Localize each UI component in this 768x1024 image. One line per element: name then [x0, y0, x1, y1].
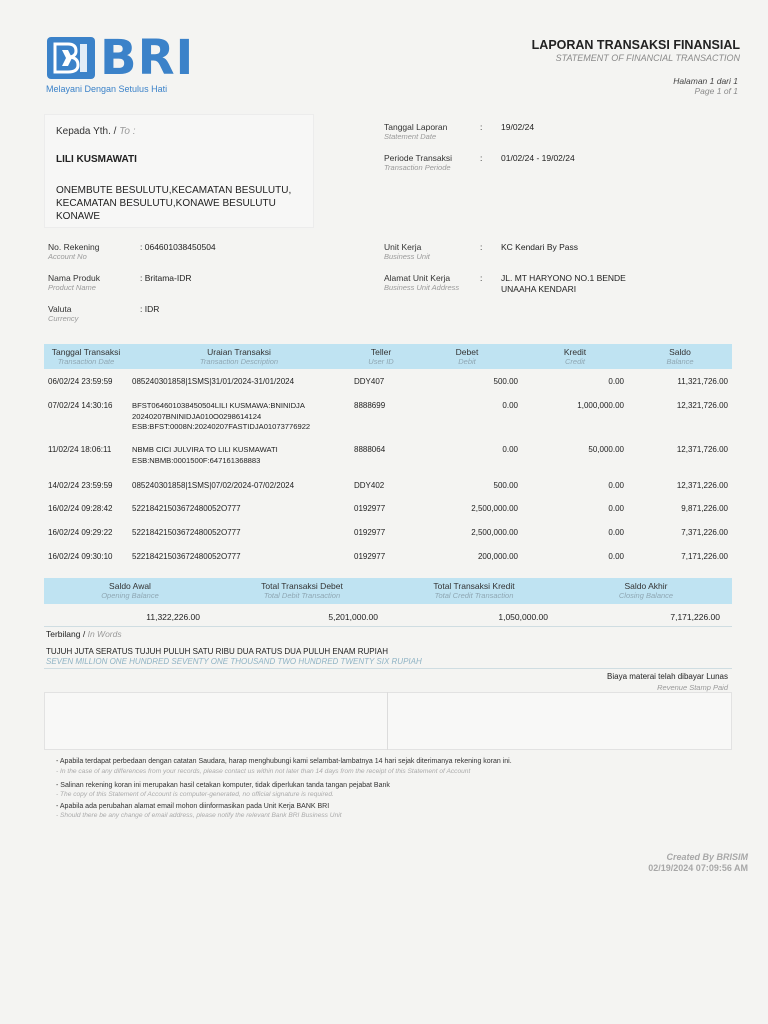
- table-row: [44, 369, 732, 395]
- cell-description: NBMB CICI JULVIRA TO LILI KUSMAWATI ESB:NBMB:0001500F:647161368883: [132, 445, 278, 465]
- table-row: [44, 473, 732, 497]
- unit-address-label: [384, 273, 459, 292]
- col-header-credit: [522, 344, 628, 369]
- unit-label: [384, 242, 430, 261]
- cell-description: 52218421503672480052O777: [132, 504, 241, 513]
- cell-balance: 9,871,226.00: [681, 504, 728, 513]
- cell-credit: 1,000,000.00: [577, 401, 624, 410]
- header-en: Debit: [458, 357, 476, 366]
- table-row: [44, 439, 732, 473]
- cell-credit: 50,000.00: [588, 445, 624, 454]
- note-2-en: - The copy of this Statement of Account is computer-generated, no official signature is required.: [56, 791, 334, 798]
- table-header-row: [44, 344, 732, 369]
- label-id: Total Transaksi Debet: [261, 581, 343, 591]
- note-2: - Salinan rekening koran ini merupakan hasil cetakan komputer, tidak diperlukan tanda tangan pejabat Bank: [56, 782, 390, 789]
- header-id: Kredit: [563, 347, 587, 357]
- statement-date-label-en: Statement Date: [384, 132, 437, 141]
- statement-date-label: [384, 122, 447, 141]
- unit-address-label-id: Alamat Unit Kerja: [384, 273, 451, 283]
- recipient-name: LILI KUSMAWATI: [56, 154, 137, 165]
- cell-teller: DDY407: [354, 377, 385, 386]
- note-1: - Apabila terdapat perbedaan dengan catatan Saudara, harap menghubungi kami selambat-lambatnya 14 hari sejak diterimanya rekening koran ini.: [56, 758, 512, 765]
- in-words-label: [46, 629, 122, 639]
- created-by: Created By BRISIM: [666, 852, 748, 862]
- cell-debit: 500.00: [493, 481, 518, 490]
- table-row: [44, 545, 732, 569]
- label-en: Total Credit Transaction: [434, 591, 514, 600]
- colon: :: [480, 273, 483, 283]
- product-label: [48, 273, 100, 292]
- period-label: [384, 153, 452, 172]
- signature-box: [44, 692, 732, 750]
- cell-credit: 0.00: [608, 504, 624, 513]
- product-value: Britama-IDR: [144, 273, 192, 283]
- col-header-balance: [628, 344, 732, 369]
- divider: [44, 668, 732, 669]
- label-id: Saldo Akhir: [624, 581, 668, 591]
- bri-logo-icon: [46, 36, 96, 80]
- period-value: 01/02/24 - 19/02/24: [501, 153, 575, 163]
- cell-credit: 0.00: [608, 528, 624, 537]
- divider: [44, 626, 732, 627]
- cell-credit: 0.00: [608, 552, 624, 561]
- cell-debit: 0.00: [502, 445, 518, 454]
- note-1-en: - In the case of any differences from your records, please contact us within not later than 14 days from the receipt of this Statement of Account: [56, 768, 471, 775]
- currency-label: [48, 304, 78, 323]
- header-en: Balance: [666, 357, 694, 366]
- table-row: [44, 521, 732, 545]
- to-label: [56, 126, 136, 137]
- cell-credit: 0.00: [608, 377, 624, 386]
- signature-box-divider: [387, 692, 388, 750]
- col-header-description: [128, 344, 350, 369]
- opening-balance: 11,322,226.00: [146, 612, 200, 622]
- brand-name: BRI: [100, 30, 195, 86]
- recipient-address: ONEMBUTE BESULUTU,KECAMATAN BESULUTU, KECAMATAN BESULUTU,KONAWE BESULUTU KONAWE: [56, 185, 292, 222]
- header-en: User ID: [368, 357, 394, 366]
- period-label-id: Periode Transaksi: [384, 153, 453, 163]
- page-number: Halaman 1 dari 1: [673, 76, 738, 86]
- in-words-en: SEVEN MILLION ONE HUNDRED SEVENTY ONE THOUSAND TWO HUNDRED TWENTY SIX RUPIAH: [46, 657, 422, 666]
- cell-debit: 500.00: [493, 377, 518, 386]
- colon: :: [480, 122, 483, 132]
- report-subtitle: STATEMENT OF FINANCIAL TRANSACTION: [555, 53, 740, 63]
- cell-balance: 11,321,726.00: [677, 377, 728, 386]
- unit-address-label-en: Business Unit Address: [384, 283, 460, 292]
- cell-teller: 0192977: [354, 552, 386, 561]
- total-debit-label: [216, 578, 388, 600]
- opening-balance-label: [44, 578, 216, 600]
- account-no-label: [48, 242, 100, 261]
- account-no-label-en: Account No: [48, 252, 87, 261]
- label-id: Saldo Awal: [109, 581, 151, 591]
- cell-teller: 0192977: [354, 528, 386, 537]
- stamp-note-en: Revenue Stamp Paid: [657, 683, 728, 692]
- colon: :: [480, 153, 483, 163]
- header-en: Transaction Date: [57, 357, 115, 366]
- total-debit: 5,201,000.00: [328, 612, 378, 622]
- header-en: Credit: [564, 357, 585, 366]
- to-label-en: To :: [119, 126, 136, 137]
- cell-balance: 12,371,726.00: [676, 445, 728, 454]
- brand-tagline: Melayani Dengan Setulus Hati: [46, 84, 168, 94]
- product: : Britama-IDR: [140, 273, 192, 283]
- created-at: 02/19/2024 07:09:56 AM: [648, 863, 748, 873]
- header-id: Uraian Transaksi: [207, 347, 271, 357]
- total-credit-label: [388, 578, 560, 600]
- table-row: [44, 395, 732, 439]
- page-number-en: Page 1 of 1: [694, 86, 738, 96]
- product-label-en: Product Name: [48, 283, 96, 292]
- cell-description: BFST064601038450504LILI KUSMAWA:BNINIDJA 20240207BNINIDJA010O0298614124 ESB:BFST:0008N:20240207FASTIDJA01073776922: [132, 401, 311, 431]
- header-id: Saldo: [669, 347, 691, 357]
- cell-teller: 8888064: [354, 445, 386, 454]
- label-en: Closing Balance: [618, 591, 674, 600]
- statement-date: 19/02/24: [501, 122, 535, 132]
- in-words-id: TUJUH JUTA SERATUS TUJUH PULUH SATU RIBU DUA RATUS DUA PULUH ENAM RUPIAH: [46, 647, 388, 656]
- col-header-debit: [412, 344, 522, 369]
- account-no: : 064601038450504: [140, 242, 216, 252]
- col-header-date: [44, 344, 128, 369]
- cell-debit: 0.00: [502, 401, 518, 410]
- note-3-en: - Should there be any change of email address, please notify the relevant Bank BRI Business Unit: [56, 812, 342, 819]
- header-id: Tanggal Transaksi: [51, 347, 121, 357]
- label-en: Total Debit Transaction: [263, 591, 341, 600]
- cell-description: 085240301858|1SMS|07/02/2024-07/02/2024: [132, 481, 295, 490]
- cell-description: 52218421503672480052O777: [132, 552, 241, 561]
- cell-teller: 0192977: [354, 504, 386, 513]
- unit-label-id: Unit Kerja: [384, 242, 422, 252]
- unit-value: KC Kendari By Pass: [501, 242, 579, 252]
- cell-date: 16/02/24 09:30:10: [48, 552, 113, 561]
- summary-header: [44, 578, 732, 604]
- account-no-value: 064601038450504: [144, 242, 216, 252]
- in-words-label-id: Terbilang /: [46, 629, 86, 639]
- transaction-table: [44, 344, 732, 569]
- currency-label-id: Valuta: [48, 304, 72, 314]
- cell-date: 07/02/24 14:30:16: [48, 401, 113, 410]
- to-label-id: Kepada Yth. /: [56, 126, 117, 137]
- label-id: Total Transaksi Kredit: [433, 581, 515, 591]
- unit-label-en: Business Unit: [384, 252, 430, 261]
- cell-debit: 200,000.00: [477, 552, 518, 561]
- cell-balance: 12,371,226.00: [676, 481, 728, 490]
- period-label-en: Transaction Periode: [384, 163, 451, 172]
- cell-date: 14/02/24 23:59:59: [48, 481, 113, 490]
- cell-balance: 7,371,226.00: [681, 528, 728, 537]
- account-no-label-id: No. Rekening: [48, 242, 100, 252]
- label-en: Opening Balance: [101, 591, 159, 600]
- currency-label-en: Currency: [48, 314, 79, 323]
- currency-value: IDR: [144, 304, 160, 314]
- cell-date: 11/02/24 18:06:11: [48, 445, 112, 454]
- product-label-id: Nama Produk: [48, 273, 100, 283]
- header-id: Debet: [455, 347, 479, 357]
- cell-debit: 2,500,000.00: [471, 504, 518, 513]
- stamp-note: Biaya materai telah dibayar Lunas: [607, 672, 728, 681]
- note-3: - Apabila ada perubahan alamat email mohon diinformasikan pada Unit Kerja BANK BRI: [56, 803, 330, 810]
- cell-description: 085240301858|1SMS|31/01/2024-31/01/2024: [132, 377, 295, 386]
- report-title: LAPORAN TRANSAKSI FINANSIAL: [531, 38, 740, 52]
- unit-address: JL. MT HARYONO NO.1 BENDE UNAAHA KENDARI: [501, 273, 626, 294]
- colon: :: [480, 242, 483, 252]
- currency: : IDR: [140, 304, 160, 314]
- in-words-label-en: In Words: [87, 629, 122, 639]
- col-header-teller: [350, 344, 412, 369]
- cell-date: 16/02/24 09:29:22: [48, 528, 113, 537]
- cell-teller: 8888699: [354, 401, 386, 410]
- cell-balance: 7,171,226.00: [681, 552, 728, 561]
- cell-date: 06/02/24 23:59:59: [48, 377, 113, 386]
- header-id: Teller: [370, 347, 392, 357]
- table-row: [44, 497, 732, 521]
- closing-balance-label: [560, 578, 732, 600]
- cell-balance: 12,321,726.00: [676, 401, 728, 410]
- header-en: Transaction Description: [199, 357, 279, 366]
- statement-date-label-id: Tanggal Laporan: [384, 122, 448, 132]
- cell-debit: 2,500,000.00: [471, 528, 518, 537]
- cell-credit: 0.00: [608, 481, 624, 490]
- total-credit: 1,050,000.00: [498, 612, 548, 622]
- cell-date: 16/02/24 09:28:42: [48, 504, 113, 513]
- cell-teller: DDY402: [354, 481, 385, 490]
- cell-description: 52218421503672480052O777: [132, 528, 241, 537]
- closing-balance: 7,171,226.00: [670, 612, 720, 622]
